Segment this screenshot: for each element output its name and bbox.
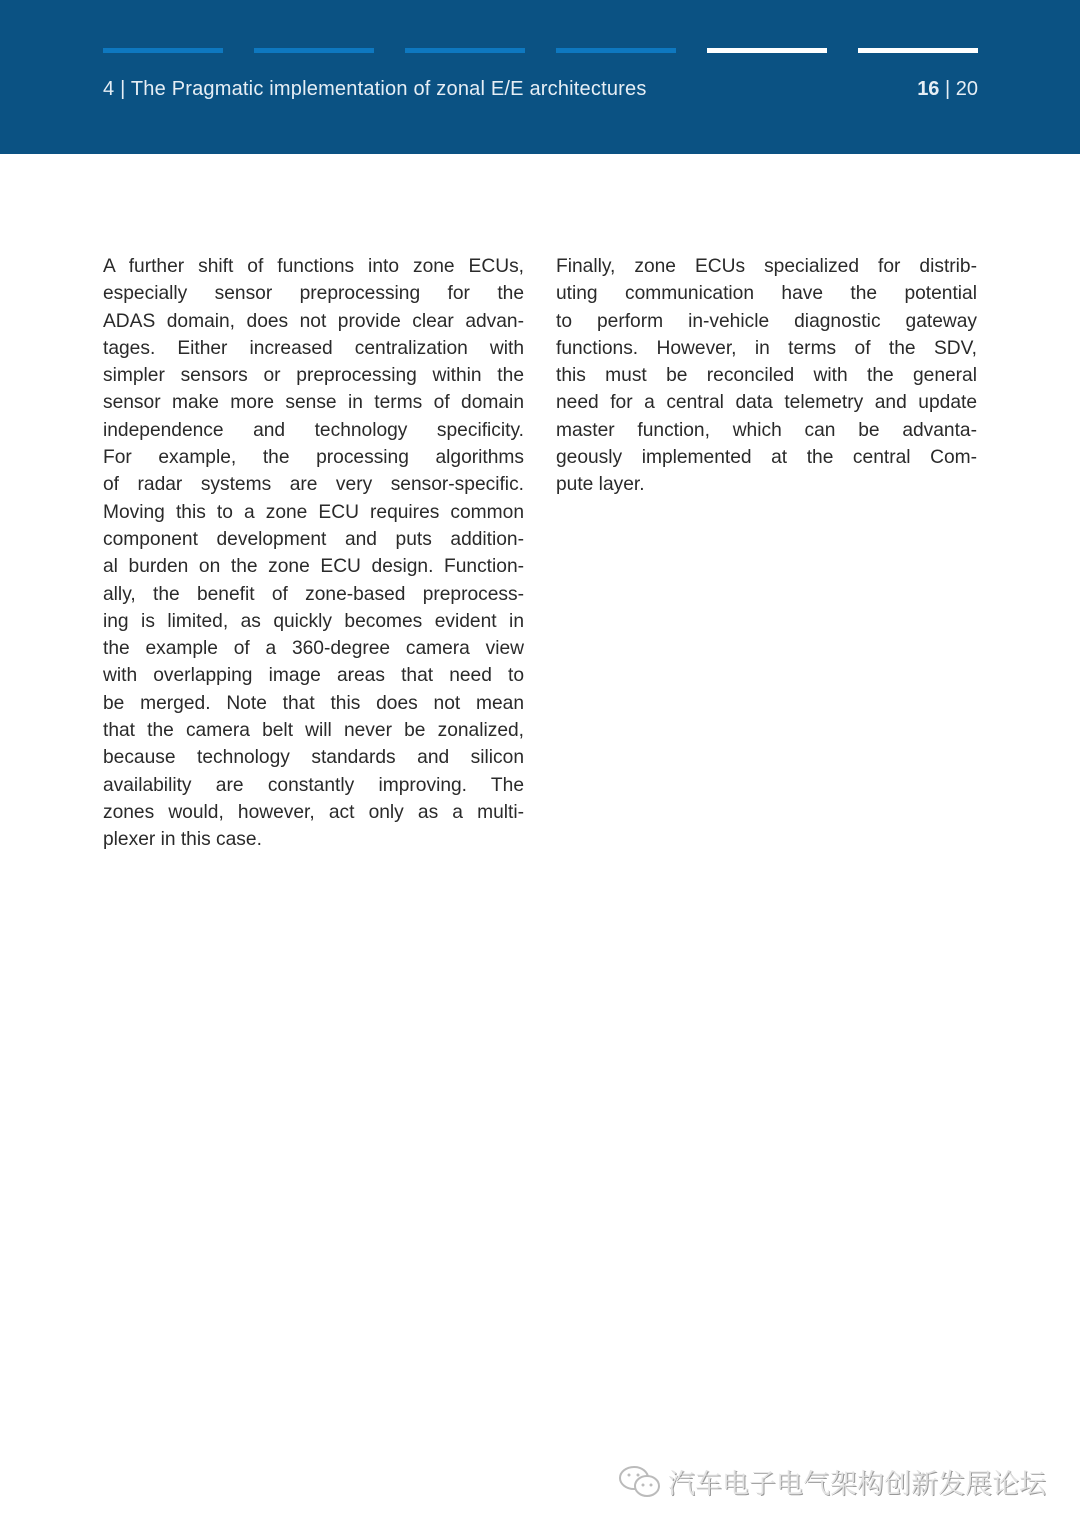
text-line: need for a central data telemetry and update bbox=[556, 392, 977, 414]
text-line: functions. However, in terms of the SDV, bbox=[556, 337, 977, 359]
text-line: master function, which can be advanta- bbox=[556, 419, 977, 441]
text-line: geously implemented at the central Com- bbox=[556, 447, 977, 469]
progress-segment-5 bbox=[707, 48, 827, 53]
progress-segment-6 bbox=[858, 48, 978, 53]
text-line: A further shift of functions into zone ECUs, bbox=[103, 256, 524, 277]
text-line: to perform in-vehicle diagnostic gateway bbox=[556, 310, 977, 332]
watermark bbox=[618, 1462, 1046, 1501]
watermark-text: 汽车电子电气架构创新发展论坛 bbox=[668, 1469, 1046, 1500]
text-line: ally, the benefit of zone-based preprocess- bbox=[103, 583, 524, 605]
text-line: the example of a 360-degree camera view bbox=[103, 638, 524, 660]
page-number bbox=[917, 78, 978, 101]
right-column-text bbox=[556, 253, 977, 499]
text-line: ADAS domain, does not provide clear advan- bbox=[103, 310, 524, 332]
text-line: zones would, however, act only as a multi- bbox=[103, 801, 524, 823]
page-header bbox=[0, 0, 1080, 154]
text-line: of radar systems are very sensor-specific. bbox=[103, 474, 524, 496]
text-line: especially sensor preprocessing for the bbox=[103, 283, 524, 305]
text-line: al burden on the zone ECU design. Function- bbox=[103, 556, 524, 578]
text-line: For example, the processing algorithms bbox=[103, 447, 524, 469]
text-line: this must be reconciled with the general bbox=[556, 365, 977, 387]
page-separator: | bbox=[939, 78, 956, 100]
progress-segment-3 bbox=[405, 48, 525, 53]
text-line: independence and technology specificity. bbox=[103, 419, 524, 441]
text-line: uting communication have the potential bbox=[556, 283, 977, 305]
text-line: with overlapping image areas that need to bbox=[103, 665, 524, 687]
text-line: that the camera belt will never be zonalized, bbox=[103, 720, 524, 742]
text-line: Moving this to a zone ECU requires common bbox=[103, 501, 524, 523]
progress-segment-1 bbox=[103, 48, 223, 53]
text-line: Finally, zone ECUs specialized for distrib- bbox=[556, 256, 977, 277]
wechat-icon bbox=[618, 1465, 662, 1499]
text-line: because technology standards and silicon bbox=[103, 747, 524, 769]
text-line: be merged. Note that this does not mean bbox=[103, 692, 524, 714]
total-pages: 20 bbox=[955, 78, 978, 100]
current-page: 16 bbox=[917, 78, 940, 100]
text-line: simpler sensors or preprocessing within the bbox=[103, 365, 524, 387]
progress-segment-2 bbox=[254, 48, 374, 53]
text-line: availability are constantly improving. The bbox=[103, 774, 524, 796]
progress-segment-4 bbox=[556, 48, 676, 53]
text-line: sensor make more sense in terms of domain bbox=[103, 392, 524, 414]
text-line: tages. Either increased centralization with bbox=[103, 337, 524, 359]
left-column-text bbox=[103, 253, 524, 854]
text-line: pute layer. bbox=[556, 474, 645, 496]
text-line: plexer in this case. bbox=[103, 829, 262, 851]
section-title: 4 | The Pragmatic implementation of zonal E/E architectures bbox=[103, 78, 647, 100]
text-line: component development and puts addition- bbox=[103, 528, 524, 550]
text-line: ing is limited, as quickly becomes evident in bbox=[103, 610, 524, 632]
